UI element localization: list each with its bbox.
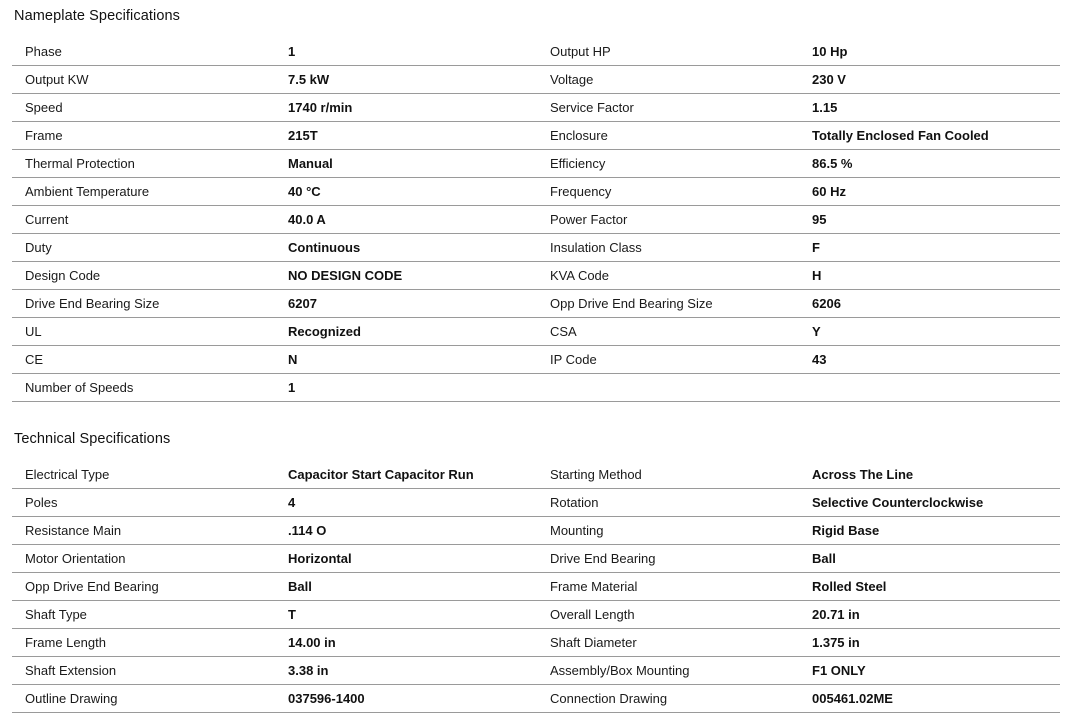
spec-label: Assembly/Box Mounting [550,657,812,685]
spec-value: Selective Counterclockwise [812,489,1060,517]
spec-label [550,374,812,402]
spec-value: T [288,601,550,629]
spec-value: 10 Hp [812,38,1060,66]
spec-value: 005461.02ME [812,685,1060,713]
spec-label: Poles [12,489,288,517]
nameplate-spec-row [12,122,1060,150]
technical-spec-row [12,461,1060,489]
spec-label: Electrical Type [12,461,288,489]
spec-value: 40.0 A [288,206,550,234]
spec-value: 230 V [812,66,1060,94]
spec-value: 1 [288,374,550,402]
spec-value: Continuous [288,234,550,262]
spec-label: Drive End Bearing Size [12,290,288,318]
technical-spec-row [12,545,1060,573]
spec-value: 6206 [812,290,1060,318]
spec-value: Recognized [288,318,550,346]
nameplate-spec-row [12,290,1060,318]
spec-value: 43 [812,346,1060,374]
spec-label: UL [12,318,288,346]
spec-value: N [288,346,550,374]
nameplate-spec-row [12,66,1060,94]
nameplate-spec-row [12,374,1060,402]
spec-label: Shaft Extension [12,657,288,685]
spec-label: Insulation Class [550,234,812,262]
technical-spec-table [12,461,1060,713]
nameplate-spec-row [12,262,1060,290]
spec-label: Frequency [550,178,812,206]
spec-label: Ambient Temperature [12,178,288,206]
spec-label: Shaft Diameter [550,629,812,657]
spec-label: Output HP [550,38,812,66]
spec-value: 86.5 % [812,150,1060,178]
spec-value: Capacitor Start Capacitor Run [288,461,550,489]
spec-value: 1.15 [812,94,1060,122]
spec-value: 20.71 in [812,601,1060,629]
spec-label: Number of Speeds [12,374,288,402]
spec-label: Design Code [12,262,288,290]
spec-label: Service Factor [550,94,812,122]
spec-value: Across The Line [812,461,1060,489]
nameplate-spec-row [12,346,1060,374]
nameplate-table-body [12,38,1060,402]
spec-value: Y [812,318,1060,346]
spec-label: Duty [12,234,288,262]
spec-value: Ball [288,573,550,601]
spec-label: CSA [550,318,812,346]
spec-value: Totally Enclosed Fan Cooled [812,122,1060,150]
technical-section-title: Technical Specifications [14,431,171,447]
spec-value: 7.5 kW [288,66,550,94]
spec-value: F [812,234,1060,262]
spec-value: Ball [812,545,1060,573]
spec-value: 95 [812,206,1060,234]
spec-label: Current [12,206,288,234]
technical-spec-row [12,629,1060,657]
spec-label: Power Factor [550,206,812,234]
nameplate-spec-row [12,150,1060,178]
spec-label: KVA Code [550,262,812,290]
spec-value: 1.375 in [812,629,1060,657]
spec-label: Mounting [550,517,812,545]
spec-value: 40 °C [288,178,550,206]
spec-value: 1740 r/min [288,94,550,122]
spec-value: NO DESIGN CODE [288,262,550,290]
spec-label: Overall Length [550,601,812,629]
spec-value: Horizontal [288,545,550,573]
spec-label: IP Code [550,346,812,374]
spec-value: 1 [288,38,550,66]
technical-table-body [12,461,1060,713]
spec-label: Starting Method [550,461,812,489]
nameplate-spec-row [12,206,1060,234]
technical-spec-row [12,573,1060,601]
nameplate-spec-row [12,234,1060,262]
spec-label: Output KW [12,66,288,94]
spec-label: Motor Orientation [12,545,288,573]
spec-label: Shaft Type [12,601,288,629]
spec-label: Rotation [550,489,812,517]
spec-value: 6207 [288,290,550,318]
nameplate-spec-row [12,318,1060,346]
spec-label: Speed [12,94,288,122]
spec-label: Phase [12,38,288,66]
nameplate-spec-row [12,178,1060,206]
spec-label: Connection Drawing [550,685,812,713]
spec-label: Thermal Protection [12,150,288,178]
technical-spec-row [12,657,1060,685]
spec-value: 215T [288,122,550,150]
spec-label: Drive End Bearing [550,545,812,573]
nameplate-spec-row [12,94,1060,122]
spec-value: H [812,262,1060,290]
nameplate-section-title: Nameplate Specifications [14,8,181,24]
spec-label: Frame [12,122,288,150]
spec-value: Rigid Base [812,517,1060,545]
spec-label: Voltage [550,66,812,94]
spec-label: Frame Material [550,573,812,601]
spec-value: 4 [288,489,550,517]
technical-spec-row [12,601,1060,629]
spec-label: CE [12,346,288,374]
spec-value: Rolled Steel [812,573,1060,601]
nameplate-spec-table [12,38,1060,402]
spec-value [812,374,1060,402]
spec-value: Manual [288,150,550,178]
spec-label: Resistance Main [12,517,288,545]
spec-label: Opp Drive End Bearing [12,573,288,601]
technical-spec-row [12,489,1060,517]
spec-label: Outline Drawing [12,685,288,713]
technical-spec-row [12,685,1060,713]
spec-label: Frame Length [12,629,288,657]
spec-label: Opp Drive End Bearing Size [550,290,812,318]
spec-value: 14.00 in [288,629,550,657]
spec-label: Efficiency [550,150,812,178]
spec-value: F1 ONLY [812,657,1060,685]
spec-value: .114 O [288,517,550,545]
nameplate-spec-row [12,38,1060,66]
spec-value: 60 Hz [812,178,1060,206]
spec-label: Enclosure [550,122,812,150]
spec-value: 3.38 in [288,657,550,685]
technical-spec-row [12,517,1060,545]
spec-value: 037596-1400 [288,685,550,713]
